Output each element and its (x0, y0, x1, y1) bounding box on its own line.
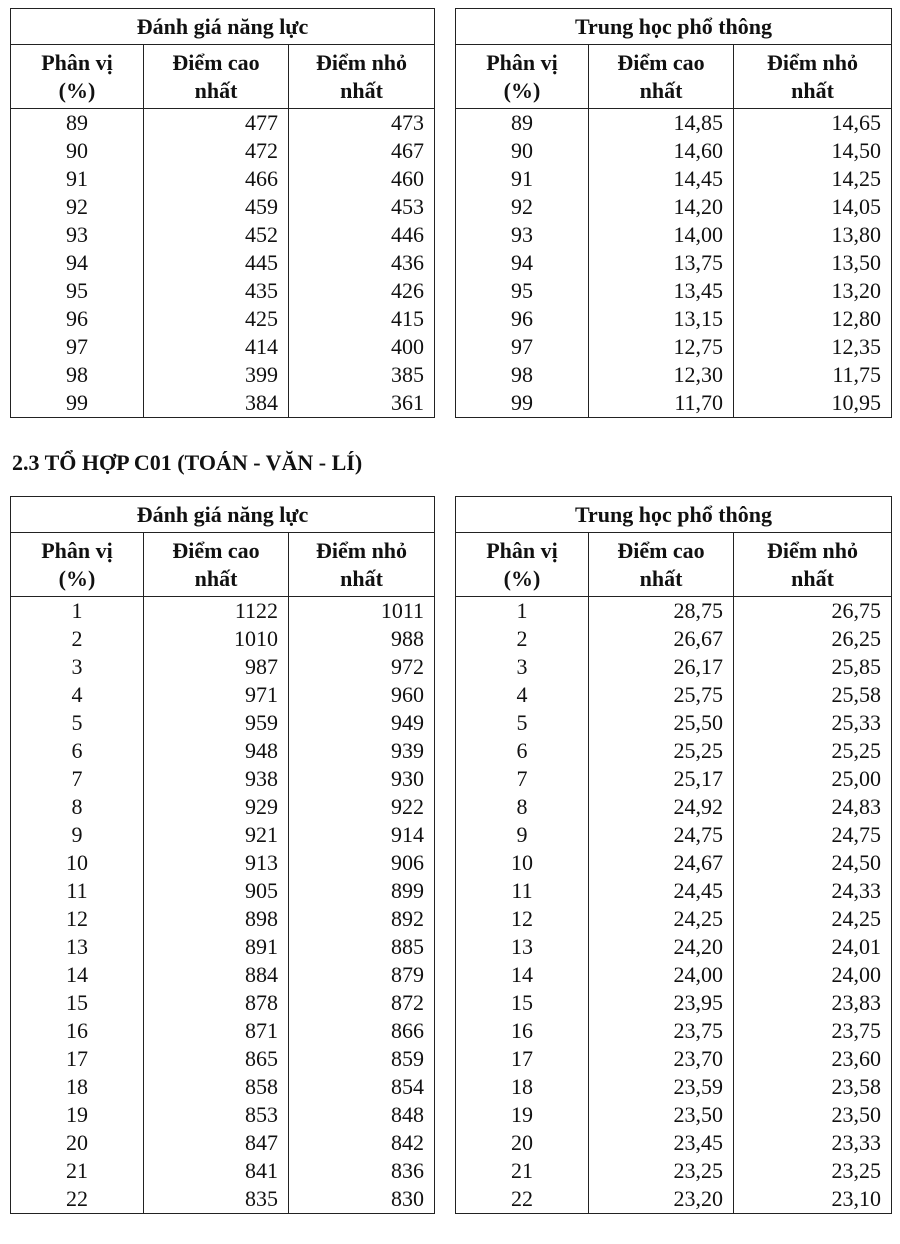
cell-lowest-score: 914 (289, 821, 435, 849)
cell-percentile: 10 (456, 849, 589, 877)
cell-highest-score: 23,25 (589, 1157, 734, 1185)
cell-highest-score: 871 (144, 1017, 289, 1045)
table-row (11, 305, 435, 333)
cell-percentile: 98 (456, 361, 589, 389)
cell-lowest-score: 24,00 (734, 961, 892, 989)
cell-highest-score: 23,45 (589, 1129, 734, 1157)
table-row (456, 1157, 892, 1185)
cell-percentile: 98 (11, 361, 144, 389)
cell-lowest-score: 24,50 (734, 849, 892, 877)
cell-lowest-score: 415 (289, 305, 435, 333)
cell-percentile: 14 (456, 961, 589, 989)
cell-lowest-score: 930 (289, 765, 435, 793)
cell-lowest-score: 848 (289, 1101, 435, 1129)
table-row (11, 905, 435, 933)
table-row (456, 989, 892, 1017)
table-row (11, 361, 435, 389)
cell-highest-score: 472 (144, 137, 289, 165)
cell-lowest-score: 24,75 (734, 821, 892, 849)
cell-lowest-score: 467 (289, 137, 435, 165)
table-row (456, 193, 892, 221)
cell-highest-score: 921 (144, 821, 289, 849)
cell-percentile: 2 (11, 625, 144, 653)
cell-highest-score: 913 (144, 849, 289, 877)
table-row (456, 249, 892, 277)
cell-percentile: 2 (456, 625, 589, 653)
table-row (11, 137, 435, 165)
cell-percentile: 92 (11, 193, 144, 221)
section-heading-c01: 2.3 TỔ HỢP C01 (TOÁN - VĂN - LÍ) (12, 450, 363, 475)
table-dgnl-c01 (10, 496, 435, 1214)
cell-highest-score: 948 (144, 737, 289, 765)
cell-lowest-score: 836 (289, 1157, 435, 1185)
col-header-lowest: Điểm nhỏ nhất (734, 533, 892, 597)
cell-percentile: 16 (11, 1017, 144, 1045)
table-row (456, 877, 892, 905)
table-row (456, 597, 892, 626)
cell-percentile: 95 (456, 277, 589, 305)
cell-highest-score: 14,00 (589, 221, 734, 249)
cell-highest-score: 26,67 (589, 625, 734, 653)
table-row (11, 249, 435, 277)
cell-lowest-score: 460 (289, 165, 435, 193)
cell-highest-score: 1122 (144, 597, 289, 626)
table-row (11, 389, 435, 418)
cell-highest-score: 959 (144, 709, 289, 737)
cell-lowest-score: 473 (289, 109, 435, 138)
table-title: Đánh giá năng lực (11, 497, 435, 533)
cell-lowest-score: 854 (289, 1073, 435, 1101)
cell-percentile: 13 (456, 933, 589, 961)
cell-highest-score: 847 (144, 1129, 289, 1157)
cell-lowest-score: 866 (289, 1017, 435, 1045)
table-thpt-top (455, 8, 892, 418)
cell-highest-score: 414 (144, 333, 289, 361)
table-row (456, 709, 892, 737)
cell-highest-score: 12,75 (589, 333, 734, 361)
cell-percentile: 94 (456, 249, 589, 277)
cell-lowest-score: 426 (289, 277, 435, 305)
cell-percentile: 93 (11, 221, 144, 249)
table-row (11, 821, 435, 849)
table-row (11, 849, 435, 877)
table-row (11, 597, 435, 626)
cell-highest-score: 24,92 (589, 793, 734, 821)
cell-percentile: 91 (11, 165, 144, 193)
cell-highest-score: 13,15 (589, 305, 734, 333)
table-row (456, 1101, 892, 1129)
cell-lowest-score: 13,50 (734, 249, 892, 277)
cell-percentile: 4 (456, 681, 589, 709)
table-row (456, 361, 892, 389)
cell-lowest-score: 26,75 (734, 597, 892, 626)
cell-highest-score: 878 (144, 989, 289, 1017)
cell-percentile: 92 (456, 193, 589, 221)
cell-percentile: 14 (11, 961, 144, 989)
cell-lowest-score: 14,25 (734, 165, 892, 193)
cell-lowest-score: 906 (289, 849, 435, 877)
cell-lowest-score: 446 (289, 221, 435, 249)
cell-lowest-score: 899 (289, 877, 435, 905)
cell-highest-score: 459 (144, 193, 289, 221)
table-row (456, 625, 892, 653)
cell-lowest-score: 24,01 (734, 933, 892, 961)
cell-percentile: 96 (456, 305, 589, 333)
cell-percentile: 3 (11, 653, 144, 681)
cell-percentile: 15 (456, 989, 589, 1017)
cell-highest-score: 477 (144, 109, 289, 138)
cell-lowest-score: 13,80 (734, 221, 892, 249)
cell-percentile: 8 (11, 793, 144, 821)
table-row (456, 653, 892, 681)
col-header-highest: Điểm cao nhất (144, 533, 289, 597)
cell-highest-score: 435 (144, 277, 289, 305)
cell-percentile: 21 (11, 1157, 144, 1185)
cell-highest-score: 452 (144, 221, 289, 249)
cell-lowest-score: 892 (289, 905, 435, 933)
col-header-highest: Điểm cao nhất (144, 45, 289, 109)
col-header-percentile: Phân vị (%) (456, 533, 589, 597)
cell-highest-score: 25,25 (589, 737, 734, 765)
cell-lowest-score: 23,33 (734, 1129, 892, 1157)
cell-lowest-score: 885 (289, 933, 435, 961)
table-row (11, 333, 435, 361)
cell-percentile: 1 (11, 597, 144, 626)
table-row (456, 765, 892, 793)
cell-percentile: 21 (456, 1157, 589, 1185)
table-row (456, 961, 892, 989)
cell-highest-score: 24,20 (589, 933, 734, 961)
table-row (456, 1129, 892, 1157)
cell-lowest-score: 25,00 (734, 765, 892, 793)
cell-highest-score: 23,75 (589, 1017, 734, 1045)
cell-highest-score: 24,25 (589, 905, 734, 933)
cell-percentile: 9 (456, 821, 589, 849)
cell-highest-score: 25,75 (589, 681, 734, 709)
cell-lowest-score: 922 (289, 793, 435, 821)
table-row (456, 1045, 892, 1073)
cell-highest-score: 884 (144, 961, 289, 989)
cell-lowest-score: 25,58 (734, 681, 892, 709)
cell-percentile: 12 (456, 905, 589, 933)
cell-lowest-score: 12,80 (734, 305, 892, 333)
table-row (11, 193, 435, 221)
cell-highest-score: 14,45 (589, 165, 734, 193)
cell-highest-score: 445 (144, 249, 289, 277)
cell-lowest-score: 14,65 (734, 109, 892, 138)
cell-lowest-score: 23,83 (734, 989, 892, 1017)
cell-highest-score: 384 (144, 389, 289, 418)
cell-percentile: 90 (456, 137, 589, 165)
cell-percentile: 19 (11, 1101, 144, 1129)
table-row (11, 961, 435, 989)
cell-percentile: 17 (11, 1045, 144, 1073)
table-row (456, 933, 892, 961)
cell-highest-score: 14,20 (589, 193, 734, 221)
cell-percentile: 97 (11, 333, 144, 361)
cell-highest-score: 12,30 (589, 361, 734, 389)
table-row (11, 1045, 435, 1073)
table-row (11, 877, 435, 905)
cell-lowest-score: 842 (289, 1129, 435, 1157)
cell-highest-score: 24,67 (589, 849, 734, 877)
cell-percentile: 7 (11, 765, 144, 793)
table-row (11, 1185, 435, 1214)
table-row (11, 625, 435, 653)
col-header-percentile: Phân vị (%) (11, 533, 144, 597)
cell-percentile: 94 (11, 249, 144, 277)
table-row (11, 737, 435, 765)
cell-lowest-score: 24,25 (734, 905, 892, 933)
cell-lowest-score: 25,25 (734, 737, 892, 765)
cell-highest-score: 14,85 (589, 109, 734, 138)
table-title: Trung học phổ thông (456, 497, 892, 533)
table-row (456, 109, 892, 138)
cell-highest-score: 14,60 (589, 137, 734, 165)
cell-percentile: 11 (456, 877, 589, 905)
cell-highest-score: 971 (144, 681, 289, 709)
cell-highest-score: 466 (144, 165, 289, 193)
cell-percentile: 93 (456, 221, 589, 249)
table-row (456, 849, 892, 877)
cell-lowest-score: 988 (289, 625, 435, 653)
table-row (456, 333, 892, 361)
cell-percentile: 89 (11, 109, 144, 138)
table-row (456, 1017, 892, 1045)
cell-highest-score: 25,17 (589, 765, 734, 793)
cell-highest-score: 13,45 (589, 277, 734, 305)
table-row (11, 1073, 435, 1101)
cell-lowest-score: 361 (289, 389, 435, 418)
table-row (456, 389, 892, 418)
cell-highest-score: 26,17 (589, 653, 734, 681)
cell-lowest-score: 26,25 (734, 625, 892, 653)
cell-lowest-score: 436 (289, 249, 435, 277)
table-row (456, 1185, 892, 1214)
cell-percentile: 91 (456, 165, 589, 193)
cell-highest-score: 23,95 (589, 989, 734, 1017)
col-header-lowest: Điểm nhỏ nhất (289, 45, 435, 109)
cell-highest-score: 11,70 (589, 389, 734, 418)
table-row (11, 221, 435, 249)
cell-percentile: 3 (456, 653, 589, 681)
cell-lowest-score: 25,85 (734, 653, 892, 681)
cell-percentile: 6 (456, 737, 589, 765)
table-row (11, 653, 435, 681)
cell-lowest-score: 12,35 (734, 333, 892, 361)
cell-percentile: 8 (456, 793, 589, 821)
cell-lowest-score: 11,75 (734, 361, 892, 389)
table-row (11, 765, 435, 793)
cell-percentile: 20 (11, 1129, 144, 1157)
cell-lowest-score: 960 (289, 681, 435, 709)
cell-percentile: 96 (11, 305, 144, 333)
table-row (456, 737, 892, 765)
cell-highest-score: 23,20 (589, 1185, 734, 1214)
cell-lowest-score: 879 (289, 961, 435, 989)
cell-percentile: 13 (11, 933, 144, 961)
table-row (11, 1157, 435, 1185)
cell-lowest-score: 13,20 (734, 277, 892, 305)
cell-highest-score: 853 (144, 1101, 289, 1129)
table-row (11, 277, 435, 305)
table-row (456, 137, 892, 165)
cell-lowest-score: 949 (289, 709, 435, 737)
cell-percentile: 18 (11, 1073, 144, 1101)
cell-highest-score: 28,75 (589, 597, 734, 626)
cell-percentile: 5 (11, 709, 144, 737)
cell-percentile: 99 (11, 389, 144, 418)
cell-percentile: 17 (456, 1045, 589, 1073)
table-row (456, 221, 892, 249)
cell-percentile: 20 (456, 1129, 589, 1157)
col-header-highest: Điểm cao nhất (589, 45, 734, 109)
cell-percentile: 7 (456, 765, 589, 793)
table-row (456, 681, 892, 709)
table-row (11, 681, 435, 709)
col-header-highest: Điểm cao nhất (589, 533, 734, 597)
table-row (11, 109, 435, 138)
table-row (456, 793, 892, 821)
cell-lowest-score: 453 (289, 193, 435, 221)
cell-lowest-score: 23,75 (734, 1017, 892, 1045)
table-row (11, 933, 435, 961)
cell-highest-score: 835 (144, 1185, 289, 1214)
table-row (456, 905, 892, 933)
cell-lowest-score: 859 (289, 1045, 435, 1073)
cell-highest-score: 23,70 (589, 1045, 734, 1073)
cell-lowest-score: 400 (289, 333, 435, 361)
cell-lowest-score: 23,25 (734, 1157, 892, 1185)
cell-percentile: 6 (11, 737, 144, 765)
table-title: Đánh giá năng lực (11, 9, 435, 45)
table-row (456, 305, 892, 333)
cell-percentile: 10 (11, 849, 144, 877)
cell-percentile: 99 (456, 389, 589, 418)
cell-lowest-score: 939 (289, 737, 435, 765)
cell-highest-score: 841 (144, 1157, 289, 1185)
cell-percentile: 4 (11, 681, 144, 709)
table-row (456, 1073, 892, 1101)
cell-highest-score: 23,50 (589, 1101, 734, 1129)
table-row (456, 165, 892, 193)
cell-highest-score: 898 (144, 905, 289, 933)
cell-lowest-score: 385 (289, 361, 435, 389)
cell-percentile: 18 (456, 1073, 589, 1101)
cell-lowest-score: 23,10 (734, 1185, 892, 1214)
cell-highest-score: 938 (144, 765, 289, 793)
cell-lowest-score: 23,50 (734, 1101, 892, 1129)
col-header-lowest: Điểm nhỏ nhất (289, 533, 435, 597)
cell-highest-score: 24,00 (589, 961, 734, 989)
table-row (11, 709, 435, 737)
cell-lowest-score: 830 (289, 1185, 435, 1214)
table-dgnl-top (10, 8, 435, 418)
cell-highest-score: 425 (144, 305, 289, 333)
cell-highest-score: 13,75 (589, 249, 734, 277)
cell-highest-score: 858 (144, 1073, 289, 1101)
cell-percentile: 95 (11, 277, 144, 305)
cell-lowest-score: 14,50 (734, 137, 892, 165)
cell-percentile: 22 (456, 1185, 589, 1214)
cell-highest-score: 25,50 (589, 709, 734, 737)
cell-highest-score: 23,59 (589, 1073, 734, 1101)
cell-lowest-score: 10,95 (734, 389, 892, 418)
cell-highest-score: 24,45 (589, 877, 734, 905)
cell-highest-score: 1010 (144, 625, 289, 653)
cell-lowest-score: 872 (289, 989, 435, 1017)
cell-percentile: 9 (11, 821, 144, 849)
cell-percentile: 19 (456, 1101, 589, 1129)
cell-lowest-score: 24,33 (734, 877, 892, 905)
cell-highest-score: 891 (144, 933, 289, 961)
cell-percentile: 22 (11, 1185, 144, 1214)
table-row (11, 793, 435, 821)
cell-percentile: 12 (11, 905, 144, 933)
table-row (11, 1017, 435, 1045)
cell-highest-score: 905 (144, 877, 289, 905)
table-row (11, 1129, 435, 1157)
cell-percentile: 90 (11, 137, 144, 165)
cell-highest-score: 987 (144, 653, 289, 681)
col-header-lowest: Điểm nhỏ nhất (734, 45, 892, 109)
cell-percentile: 97 (456, 333, 589, 361)
cell-lowest-score: 23,60 (734, 1045, 892, 1073)
cell-percentile: 1 (456, 597, 589, 626)
cell-lowest-score: 23,58 (734, 1073, 892, 1101)
cell-highest-score: 929 (144, 793, 289, 821)
cell-percentile: 16 (456, 1017, 589, 1045)
cell-percentile: 5 (456, 709, 589, 737)
col-header-percentile: Phân vị (%) (11, 45, 144, 109)
table-row (11, 989, 435, 1017)
cell-lowest-score: 14,05 (734, 193, 892, 221)
cell-percentile: 89 (456, 109, 589, 138)
cell-lowest-score: 1011 (289, 597, 435, 626)
col-header-percentile: Phân vị (%) (456, 45, 589, 109)
table-title: Trung học phổ thông (456, 9, 892, 45)
cell-highest-score: 865 (144, 1045, 289, 1073)
table-row (11, 1101, 435, 1129)
cell-percentile: 15 (11, 989, 144, 1017)
cell-percentile: 11 (11, 877, 144, 905)
cell-highest-score: 24,75 (589, 821, 734, 849)
table-thpt-c01 (455, 496, 892, 1214)
table-row (456, 277, 892, 305)
table-row (456, 821, 892, 849)
cell-lowest-score: 24,83 (734, 793, 892, 821)
cell-highest-score: 399 (144, 361, 289, 389)
table-row (11, 165, 435, 193)
cell-lowest-score: 972 (289, 653, 435, 681)
cell-lowest-score: 25,33 (734, 709, 892, 737)
